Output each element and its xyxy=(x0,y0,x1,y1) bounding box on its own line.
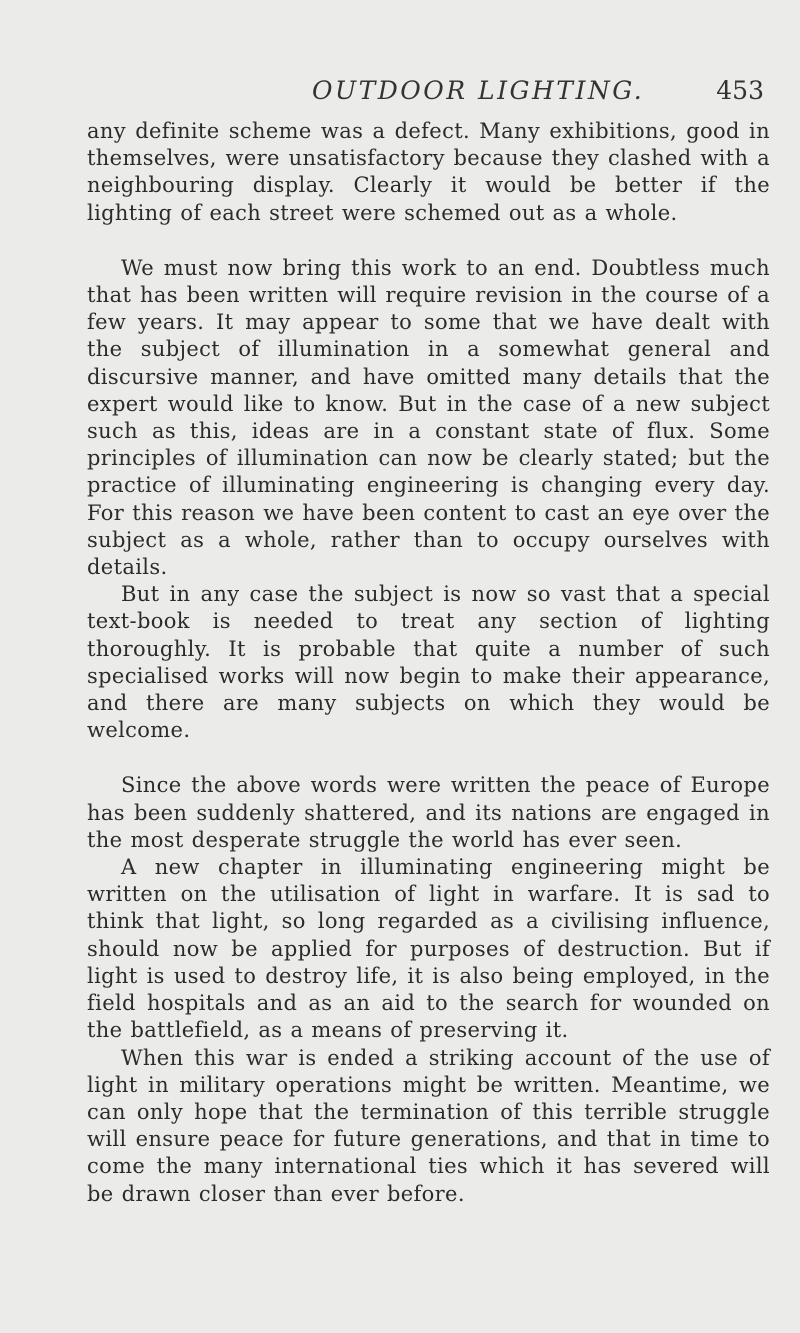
body-text xyxy=(87,118,770,1208)
paragraph-2: We must now bring this work to an end. Doubtless much that has been written will require revision in the course of a few years. It may appear to some that we have dealt with the subject of illumination in a somewhat general and discursive manner, and have omitted many details that the expert would like to know. But in the case of a new subject such as this, ideas are in a constant state of flux. Some principles of illumination can now be clearly stated; but the practice of illuminating engineering is changing every day. For this reason we have been content to cast an eye over the subject as a whole, rather than to occupy ourselves with details. xyxy=(87,255,770,580)
paragraph-3: But in any case the subject is now so vast that a special text-book is needed to treat any section of lighting thoroughly. It is probable that quite a number of such specialised works will now begin to make their appearance, and there are many subjects on which they would be welcome. xyxy=(87,582,770,743)
page-header xyxy=(0,76,800,116)
paragraph-6: When this war is ended a striking account of the use of light in military operations might be written. Meantime, we can only hope that the termination of this terrible struggle will ensure peace for future generations, and that in time to come the many international ties which it has severed will be drawn closer than ever before. xyxy=(87,1045,770,1206)
paragraph-5: A new chapter in illuminating engineering might be written on the utilisation of light in warfare. It is sad to think that light, so long regarded as a civilising influence, should now be applied for purposes of destruction. But if light is used to destroy life, it is also being employed, in the field hospitals and as an aid to the search for wounded on the battlefield, as a means of preserving it. xyxy=(87,855,770,1043)
running-title: OUTDOOR LIGHTING. xyxy=(312,76,645,105)
paragraph-1: any definite scheme was a defect. Many exhibitions, good in themselves, were unsatisfactory because they clashed with a neighbouring display. Clearly it would be better if the lighting of each street were schemed out as a whole. xyxy=(87,119,770,225)
paragraph-4: Since the above words were written the peace of Europe has been suddenly shattered, and its nations are engaged in the most desperate struggle the world has ever seen. xyxy=(87,773,770,852)
page-number: 453 xyxy=(716,76,764,105)
